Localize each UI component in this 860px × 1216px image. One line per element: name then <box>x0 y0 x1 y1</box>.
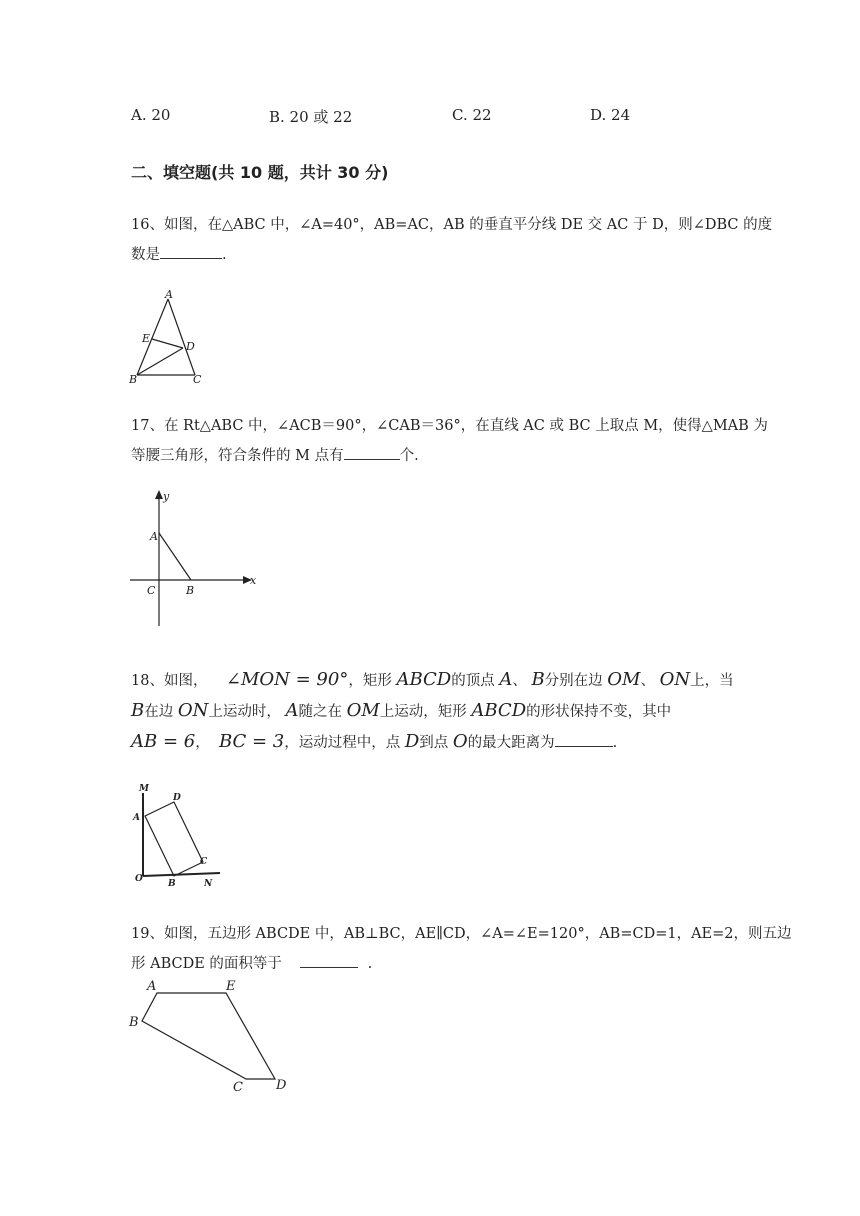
segment-om: OM <box>346 700 380 721</box>
text: ，运动过程中，点 <box>284 735 401 751</box>
option-c: C. 22 <box>452 106 492 124</box>
section-title: 二、填空题(共 10 题，共计 30 分) <box>131 163 389 182</box>
q19-prefix: 形 ABCDE 的面积等于 <box>131 956 282 972</box>
point-o: O <box>452 731 468 752</box>
answer-blank <box>300 953 358 968</box>
side-ac <box>168 299 195 375</box>
rect-abcd: ABCD <box>396 669 452 690</box>
label-a: A <box>133 813 140 823</box>
segment-om: OM <box>607 669 641 690</box>
label-d: D <box>276 1078 287 1093</box>
angle-mon: ∠MON = 90° <box>225 669 349 690</box>
text: 随之在 <box>298 704 342 720</box>
label-c: C <box>200 857 208 867</box>
point-b: B <box>531 669 545 690</box>
y-arrow-icon <box>155 490 163 499</box>
label-b: B <box>168 879 176 889</box>
segment-on: ON <box>177 700 209 721</box>
length-ab: AB = 6 <box>131 731 196 752</box>
text: 上运动时， <box>208 704 281 720</box>
segment-on: ON <box>659 669 691 690</box>
point-a: A <box>285 700 299 721</box>
text: 、 <box>512 673 527 689</box>
label-m: M <box>139 784 149 794</box>
segment-ed <box>152 339 183 348</box>
q16-line1: 16、如图，在△ABC 中，∠A=40°，AB=AC，AB 的垂直平分线 DE 交 AC 于 D，则∠DBC 的度 <box>131 217 773 233</box>
label-b: B <box>129 373 138 386</box>
label-a: A <box>165 288 173 301</box>
q16-suffix: . <box>222 247 227 263</box>
q16-prefix: 数是 <box>131 247 160 263</box>
length-bc: BC = 3 <box>218 731 285 752</box>
label-e: E <box>142 332 151 345</box>
text: ， <box>195 735 210 751</box>
ray-on <box>143 873 220 876</box>
label-b: B <box>186 584 195 597</box>
text: . <box>612 735 618 751</box>
text: 上，当 <box>690 673 734 689</box>
q16-triangle-figure <box>125 286 210 386</box>
q17-line1: 17、在 Rt△ABC 中，∠ACB＝90°，∠CAB＝36°，在直线 AC 或 BC 上取点 M，使得△MAB 为 <box>131 418 768 434</box>
label-x: x <box>250 574 257 587</box>
text: 的最大距离为 <box>467 735 555 751</box>
label-d: D <box>173 793 181 803</box>
label-c: C <box>147 584 156 597</box>
label-e: E <box>226 979 236 994</box>
label-a: A <box>150 530 158 543</box>
option-d: D. 24 <box>590 106 631 124</box>
text: 的形状保持不变，其中 <box>526 704 672 720</box>
label-c: C <box>233 1080 243 1095</box>
q19-pentagon-figure <box>125 975 295 1095</box>
q19-line2 <box>131 952 372 973</box>
q16-line2 <box>131 243 227 264</box>
text: ，矩形 <box>348 673 392 689</box>
pentagon-abcde <box>142 993 275 1079</box>
q18-rectangle-figure <box>128 780 228 892</box>
segment-ab <box>159 533 191 580</box>
label-c: C <box>193 373 202 386</box>
label-y: y <box>163 490 170 503</box>
point-b: B <box>131 700 145 721</box>
text: 、 <box>640 673 655 689</box>
point-a: A <box>499 669 513 690</box>
label-o: O <box>135 874 143 884</box>
text: 的顶点 <box>451 673 495 689</box>
rect-abcd: ABCD <box>471 700 527 721</box>
q19-line1: 19、如图，五边形 ABCDE 中，AB⊥BC，AE∥CD，∠A=∠E=120°，AB=CD=1，AE=2，则五边 <box>131 926 792 942</box>
text: 上运动，矩形 <box>379 704 467 720</box>
label-d: D <box>186 340 195 353</box>
q18-prefix: 18、如图， <box>131 673 208 689</box>
q17-axes-figure <box>125 488 265 628</box>
q17-suffix: 个. <box>399 448 419 464</box>
q17-prefix: 等腰三角形，符合条件的 M 点有 <box>131 448 344 464</box>
label-n: N <box>204 879 213 889</box>
point-d: D <box>404 731 420 752</box>
text: 到点 <box>419 735 449 751</box>
q18-line1 <box>131 669 734 690</box>
segment-bd <box>137 348 183 375</box>
option-b: B. 20 或 22 <box>269 108 353 126</box>
label-a: A <box>147 979 157 994</box>
q18-line2 <box>131 700 671 721</box>
answer-blank <box>344 445 400 460</box>
option-a: A. 20 <box>131 106 171 124</box>
q19-suffix: . <box>367 956 373 972</box>
q18-line3 <box>131 731 617 752</box>
q17-line2 <box>131 444 419 465</box>
label-b: B <box>129 1015 139 1030</box>
text: 分别在边 <box>544 673 603 689</box>
answer-blank <box>555 732 613 747</box>
text: 在边 <box>144 704 174 720</box>
answer-blank <box>160 244 222 259</box>
rectangle-abcd <box>145 802 203 876</box>
